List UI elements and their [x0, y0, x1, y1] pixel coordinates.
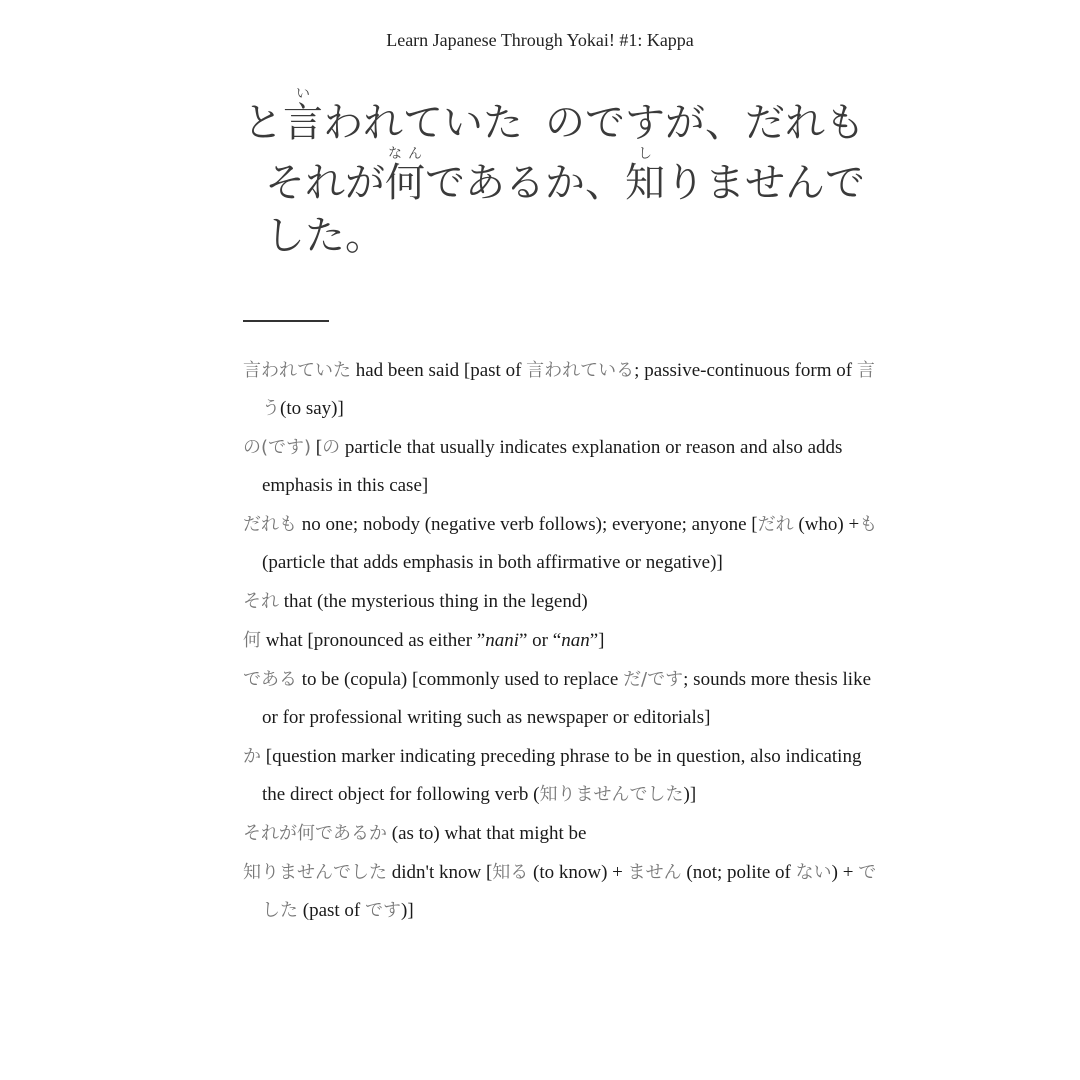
vocab-text: [question marker indicating preceding phrase to be in question, also indicating the direct object for following verb ( [261, 746, 862, 805]
vocab-term: 言われていた [243, 360, 351, 381]
vocab-term: 言う [262, 360, 875, 419]
vocab-term: だれ [757, 514, 794, 535]
vocab-text: (particle that adds emphasis in both affirmative or negative)] [262, 552, 723, 573]
vocab-term: の [322, 437, 341, 458]
vocab-text: (who) + [793, 514, 860, 535]
vocab-term: ません [627, 862, 682, 883]
vocab-text: (to know) + [528, 862, 628, 883]
vocab-term: 知りませんでした [539, 784, 684, 805]
vocab-entry [243, 352, 883, 428]
vocab-text: didn't know [ [387, 862, 493, 883]
vocab-term: ない [795, 862, 832, 883]
vocab-entry [243, 506, 883, 582]
vocab-term: である [243, 669, 297, 690]
vocab-term: だ/です [623, 669, 684, 690]
vocab-term: それが何であるか [243, 823, 387, 844]
sentence-text: りませんで [665, 160, 865, 206]
vocab-text: [ [311, 437, 323, 458]
vocab-text: ; passive-continuous form of [634, 360, 857, 381]
vocab-text: )] [401, 900, 414, 921]
vocab-entry [243, 738, 883, 814]
vocab-term: それ [243, 591, 279, 612]
vocab-entry [243, 815, 883, 853]
vocab-text: ) + [831, 862, 859, 883]
vocab-text-italic: nan [561, 630, 590, 651]
vocab-term: です [365, 900, 402, 921]
vocab-text: no one; nobody (negative verb follows); everyone; anyone [ [297, 514, 758, 535]
vocab-text-italic: nani [485, 630, 519, 651]
section-divider [243, 320, 329, 322]
kanji: 知 [625, 160, 665, 206]
sentence-text: それが [265, 160, 385, 206]
kanji: 何 [385, 160, 425, 206]
vocabulary-list [243, 352, 883, 931]
vocab-text: (past of [298, 900, 366, 921]
sentence-line-1 [243, 86, 883, 146]
sentence-text: した。 [265, 213, 385, 259]
vocab-text: what [pronounced as either ” [261, 630, 486, 651]
furigana-ruby [385, 146, 425, 206]
sentence-text: であるか、 [425, 160, 625, 206]
sentence-line-2 [243, 146, 883, 206]
sentence-text: のですが、だれも [545, 100, 865, 146]
vocab-term: 言われている [526, 360, 635, 381]
vocab-text: ”] [589, 630, 605, 651]
vocab-text: (to say)] [280, 398, 344, 419]
vocab-term: 何 [243, 630, 261, 651]
vocab-text: ; sounds more thesis like or for professional writing such as newspaper or editorials] [262, 669, 872, 728]
vocab-entry [243, 429, 883, 505]
vocab-term: も [859, 514, 878, 535]
sentence-line-3 [243, 206, 883, 266]
vocab-text: to be (copula) [commonly used to replace [297, 669, 624, 690]
sentence-text: と [243, 100, 283, 146]
vocab-text: that (the mysterious thing in the legend) [279, 591, 588, 612]
vocab-term: でした [262, 862, 877, 921]
vocab-entry [243, 622, 883, 660]
vocab-text: (as to) what that might be [387, 823, 587, 844]
vocab-entry [243, 854, 883, 930]
furigana: し [625, 146, 665, 162]
vocab-term: 知る [492, 862, 529, 883]
vocab-text: particle that usually indicates explanation or reason and also adds emphasis in this case] [262, 437, 843, 496]
furigana: い [283, 86, 323, 102]
vocab-text: ” or “ [519, 630, 562, 651]
vocab-term: だれも [243, 514, 297, 535]
vocab-text: )] [683, 784, 697, 805]
kanji: 言 [283, 100, 323, 146]
page-header: Learn Japanese Through Yokai! #1: Kappa [386, 30, 694, 50]
example-sentence [243, 86, 883, 266]
vocab-term: か [243, 746, 261, 767]
furigana-ruby [283, 86, 323, 146]
sentence-text: われていた [323, 100, 523, 146]
vocab-term: 知りませんでした [243, 862, 387, 883]
furigana-ruby [625, 146, 665, 206]
vocab-text: (not; polite of [681, 862, 796, 883]
vocab-text: had been said [past of [351, 360, 527, 381]
furigana: なん [385, 146, 425, 162]
vocab-entry [243, 583, 883, 621]
vocab-term: の(です) [243, 437, 312, 458]
vocab-entry [243, 661, 883, 737]
